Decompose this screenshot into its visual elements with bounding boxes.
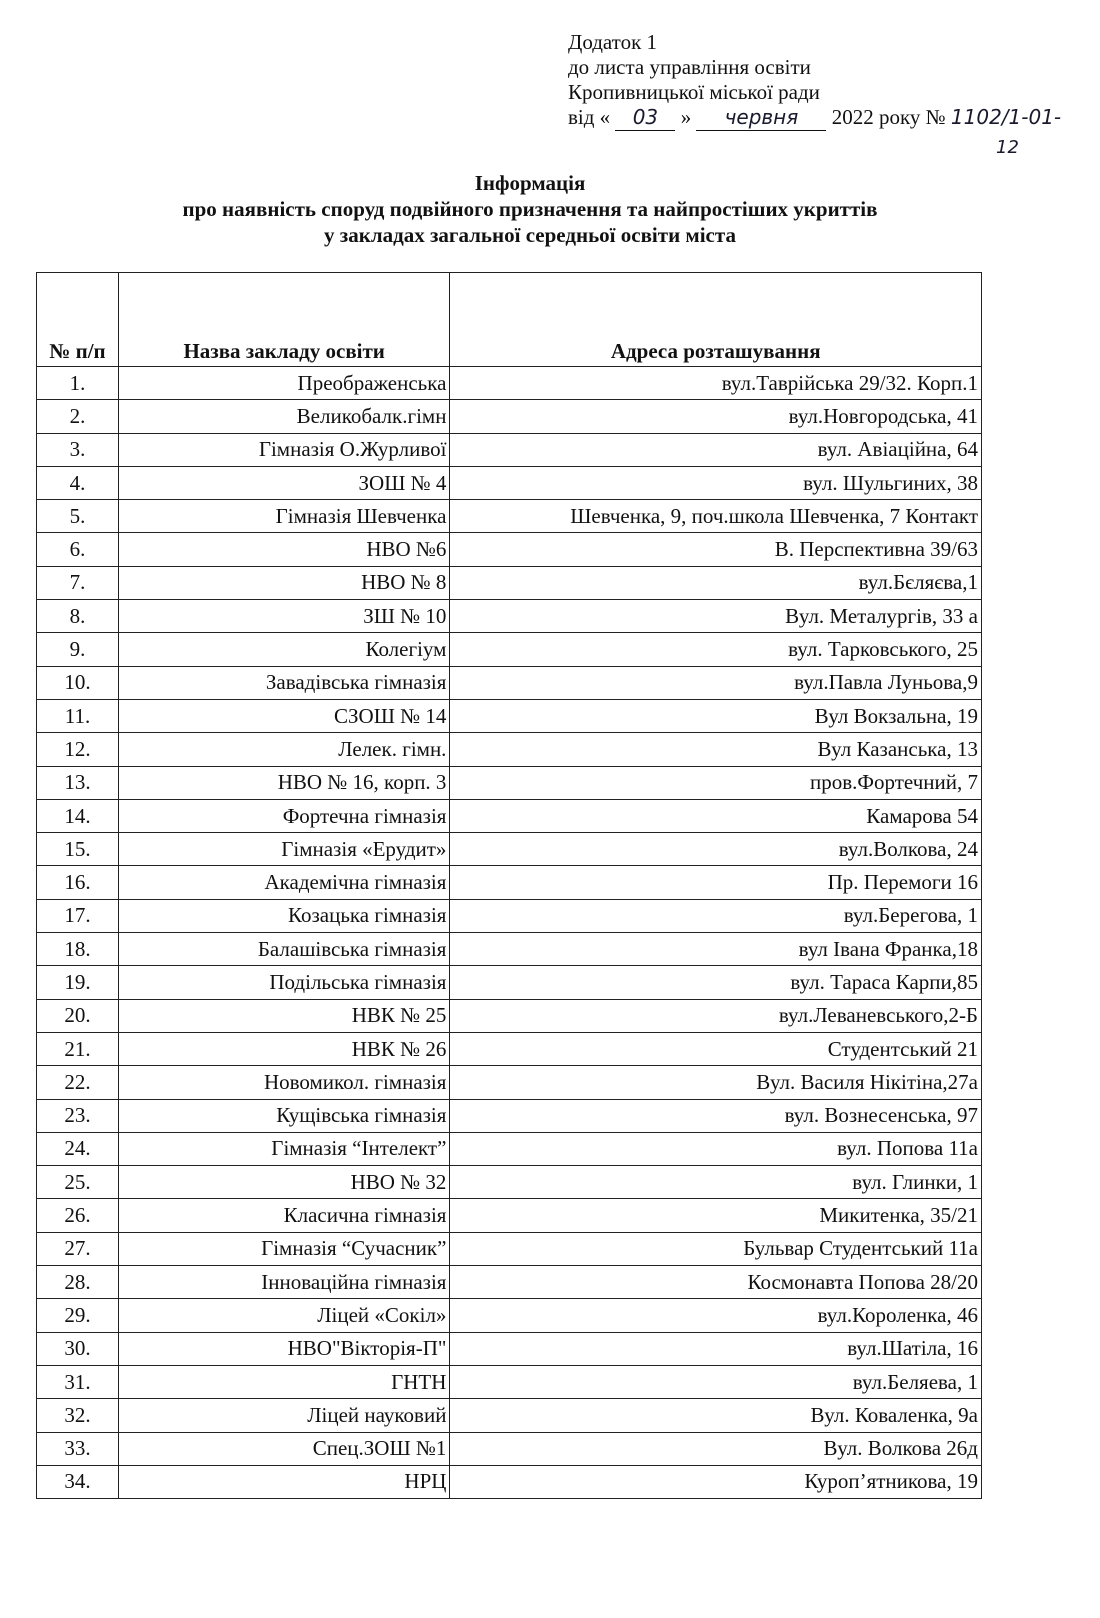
date-year-text: 2022 року №: [831, 105, 946, 129]
row-address: вул.Волкова, 24: [450, 833, 982, 866]
row-address: Вул. Коваленка, 9а: [450, 1399, 982, 1432]
row-number: 10.: [37, 666, 119, 699]
row-school-name: Гімназія “Інтелект”: [118, 1132, 450, 1165]
row-school-name: Подільська гімназія: [118, 966, 450, 999]
row-number: 12.: [37, 733, 119, 766]
row-school-name: Новомикол. гімназія: [118, 1066, 450, 1099]
row-school-name: НВО"Вікторія-П": [118, 1332, 450, 1365]
row-address: вул.Короленка, 46: [450, 1299, 982, 1332]
date-mid: »: [680, 105, 692, 129]
date-prefix: від «: [568, 105, 611, 129]
table-row: [37, 533, 982, 566]
row-number: 20.: [37, 999, 119, 1032]
table-row: [37, 600, 982, 633]
row-school-name: ЗШ № 10: [118, 600, 450, 633]
row-address: вул. Шульгиних, 38: [450, 466, 982, 499]
row-address: Студентський 21: [450, 1032, 982, 1065]
row-number: 34.: [37, 1465, 119, 1498]
table-row: [37, 1365, 982, 1398]
row-number: 18.: [37, 933, 119, 966]
addendum-date-line: [568, 105, 1062, 131]
row-address: Шевченка, 9, поч.школа Шевченка, 7 Контакт: [450, 500, 982, 533]
handwritten-doc-number: 1102/1-01-: [950, 105, 1062, 129]
row-address: вул. Тарковського, 25: [450, 633, 982, 666]
table-row: [37, 633, 982, 666]
addendum-letter-ref: до листа управління освіти: [568, 55, 811, 79]
table-row: [37, 999, 982, 1032]
row-number: 25.: [37, 1166, 119, 1199]
row-school-name: Гімназія «Ерудит»: [118, 833, 450, 866]
row-number: 15.: [37, 833, 119, 866]
row-address: вул. Авіаційна, 64: [450, 433, 982, 466]
row-address: вул.Бєляєва,1: [450, 566, 982, 599]
table-row: [37, 1166, 982, 1199]
row-address: Вул. Металургів, 33 а: [450, 600, 982, 633]
table-row: [37, 1399, 982, 1432]
row-address: Вул Казанська, 13: [450, 733, 982, 766]
table-row: [37, 1232, 982, 1265]
table-row: [37, 799, 982, 832]
row-address: Пр. Перемоги 16: [450, 866, 982, 899]
row-address: Камарова 54: [450, 799, 982, 832]
row-school-name: Великобалк.гімн: [118, 400, 450, 433]
row-number: 27.: [37, 1232, 119, 1265]
table-row: [37, 899, 982, 932]
title-line-1: Інформація: [474, 171, 586, 195]
table-row: [37, 733, 982, 766]
table-row: [37, 766, 982, 799]
row-address: вул.Павла Луньова,9: [450, 666, 982, 699]
table-row: [37, 1099, 982, 1132]
row-number: 26.: [37, 1199, 119, 1232]
row-address: вул. Попова 11а: [450, 1132, 982, 1165]
row-number: 14.: [37, 799, 119, 832]
row-school-name: Академічна гімназія: [118, 866, 450, 899]
row-school-name: Гімназія Шевченка: [118, 500, 450, 533]
row-number: 28.: [37, 1266, 119, 1299]
table-row: [37, 466, 982, 499]
table-row: [37, 1332, 982, 1365]
row-number: 9.: [37, 633, 119, 666]
row-number: 6.: [37, 533, 119, 566]
row-number: 8.: [37, 600, 119, 633]
table-row: [37, 1066, 982, 1099]
row-address: вул. Глинки, 1: [450, 1166, 982, 1199]
row-address: вул.Беляева, 1: [450, 1365, 982, 1398]
row-address: Микитенка, 35/21: [450, 1199, 982, 1232]
row-school-name: Колегіум: [118, 633, 450, 666]
row-address: Космонавта Попова 28/20: [450, 1266, 982, 1299]
header-number: № п/п: [37, 273, 119, 367]
table-row: [37, 866, 982, 899]
table-row: [37, 1266, 982, 1299]
table-row: [37, 1299, 982, 1332]
row-number: 22.: [37, 1066, 119, 1099]
row-school-name: Гімназія О.Журливої: [118, 433, 450, 466]
row-school-name: Кущівська гімназія: [118, 1099, 450, 1132]
document-title: [30, 170, 1030, 248]
table-row: [37, 400, 982, 433]
row-school-name: Класична гімназія: [118, 1199, 450, 1232]
row-number: 16.: [37, 866, 119, 899]
row-school-name: Фортечна гімназія: [118, 799, 450, 832]
row-school-name: НВО №6: [118, 533, 450, 566]
row-school-name: НРЦ: [118, 1465, 450, 1498]
table-row: [37, 699, 982, 732]
addendum-title: Додаток 1: [568, 30, 658, 54]
table-row: [37, 966, 982, 999]
row-number: 11.: [37, 699, 119, 732]
row-address: вул Івана Франка,18: [450, 933, 982, 966]
row-number: 7.: [37, 566, 119, 599]
table-row: [37, 1199, 982, 1232]
table-row: [37, 666, 982, 699]
row-address: В. Перспективна 39/63: [450, 533, 982, 566]
row-school-name: Преображенська: [118, 367, 450, 400]
row-school-name: Спец.ЗОШ №1: [118, 1432, 450, 1465]
row-school-name: НВК № 26: [118, 1032, 450, 1065]
row-school-name: НВО № 8: [118, 566, 450, 599]
row-address: вул.Берегова, 1: [450, 899, 982, 932]
header-address: Адреса розташування: [450, 273, 982, 367]
table-row: [37, 1465, 982, 1498]
row-school-name: ГНТН: [118, 1365, 450, 1398]
row-number: 19.: [37, 966, 119, 999]
row-school-name: Балашівська гімназія: [118, 933, 450, 966]
row-number: 31.: [37, 1365, 119, 1398]
row-address: вул.Леваневського,2-Б: [450, 999, 982, 1032]
row-number: 4.: [37, 466, 119, 499]
row-address: вул. Вознесенська, 97: [450, 1099, 982, 1132]
row-number: 24.: [37, 1132, 119, 1165]
row-school-name: НВО № 16, корп. 3: [118, 766, 450, 799]
row-address: вул.Новгородська, 41: [450, 400, 982, 433]
row-school-name: Ліцей «Сокіл»: [118, 1299, 450, 1332]
row-address: пров.Фортечний, 7: [450, 766, 982, 799]
table-row: [37, 566, 982, 599]
row-number: 21.: [37, 1032, 119, 1065]
addendum-council: Кропивницької міської ради: [568, 80, 820, 104]
title-line-2: про наявність споруд подвійного призначення та найпростіших укриттів: [182, 197, 878, 221]
row-number: 3.: [37, 433, 119, 466]
row-number: 17.: [37, 899, 119, 932]
title-line-3: у закладах загальної середньої освіти міста: [324, 223, 736, 247]
row-number: 29.: [37, 1299, 119, 1332]
row-number: 5.: [37, 500, 119, 533]
table-row: [37, 367, 982, 400]
row-number: 30.: [37, 1332, 119, 1365]
row-school-name: Завадівська гімназія: [118, 666, 450, 699]
schools-table: [36, 272, 982, 1499]
row-school-name: Лелек. гімн.: [118, 733, 450, 766]
row-number: 23.: [37, 1099, 119, 1132]
row-address: Куроп’ятникова, 19: [450, 1465, 982, 1498]
row-address: Вул. Волкова 26д: [450, 1432, 982, 1465]
row-number: 33.: [37, 1432, 119, 1465]
row-number: 32.: [37, 1399, 119, 1432]
table-row: [37, 500, 982, 533]
row-number: 13.: [37, 766, 119, 799]
row-address: Бульвар Студентський 11а: [450, 1232, 982, 1265]
row-school-name: Ліцей науковий: [118, 1399, 450, 1432]
row-school-name: Гімназія “Сучасник”: [118, 1232, 450, 1265]
row-number: 2.: [37, 400, 119, 433]
row-school-name: СЗОШ № 14: [118, 699, 450, 732]
table-row: [37, 1032, 982, 1065]
handwritten-day: 03: [615, 105, 675, 131]
row-school-name: НВО № 32: [118, 1166, 450, 1199]
table-row: [37, 833, 982, 866]
addendum-header: [568, 30, 1062, 131]
table-row: [37, 433, 982, 466]
table-row: [37, 1132, 982, 1165]
table-body: [37, 367, 982, 1499]
row-school-name: Козацька гімназія: [118, 899, 450, 932]
handwritten-month: червня: [696, 105, 826, 131]
table-row: [37, 1432, 982, 1465]
header-school-name: Назва закладу освіти: [118, 273, 450, 367]
row-school-name: ЗОШ № 4: [118, 466, 450, 499]
row-address: вул. Тараса Карпи,85: [450, 966, 982, 999]
row-school-name: НВК № 25: [118, 999, 450, 1032]
row-address: Вул. Василя Нікітіна,27а: [450, 1066, 982, 1099]
row-address: вул.Шатіла, 16: [450, 1332, 982, 1365]
row-address: Вул Вокзальна, 19: [450, 699, 982, 732]
handwritten-doc-number-suffix: 12: [996, 137, 1019, 158]
row-school-name: Інноваційна гімназія: [118, 1266, 450, 1299]
row-number: 1.: [37, 367, 119, 400]
row-address: вул.Таврійська 29/32. Корп.1: [450, 367, 982, 400]
table-row: [37, 933, 982, 966]
table-header-row: [37, 273, 982, 367]
